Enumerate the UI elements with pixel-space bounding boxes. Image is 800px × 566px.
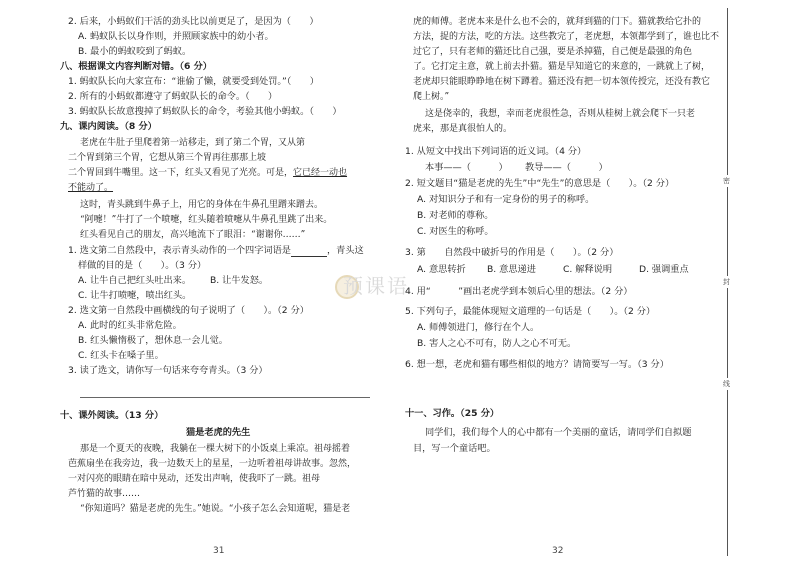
reading-q2-option-a: A. 此时的红头非常危险。 xyxy=(78,320,182,331)
passage-line-6: “阿嚏！”牛打了一个喷嚏，红头随着喷嚏从牛鼻孔里跳了出来。 xyxy=(80,215,333,225)
reading-q1-option-c: C. 让牛打喷嚏，喷出红头。 xyxy=(78,290,192,301)
story-line-3: 一对闪亮的眼睛在暗中晃动，还发出声响，使我吓了一跳。祖母 xyxy=(68,474,321,484)
reading-q2-option-c: C. 红头卡在嗓子里。 xyxy=(78,350,164,361)
judge-item-3: 3. 蚂蚁队长故意搜掉了蚂蚁队长的命令，考验其他小蚂蚁。（ ） xyxy=(68,106,342,117)
story-cont-7: 这是侥幸的，我想，幸而老虎很性急，否则从桂树上就会爬下一只老 xyxy=(425,109,696,119)
underlined-sentence: 它已经一动也 xyxy=(293,168,348,178)
extra-q1-b: 教导——（ ） xyxy=(525,162,608,173)
story-line-5: “你知道吗？猫是老虎的先生。”她说。“小孩子怎么会知道呢，猫是老 xyxy=(80,504,351,514)
extra-q3-option-a: A. 意思转折 xyxy=(417,264,466,275)
judge-item-2: 2. 所有的小蚂蚁都遵守了蚂蚁队长的命令。（ ） xyxy=(68,91,278,102)
passage-line-4: 不能动了。 xyxy=(68,183,114,193)
fold-label-mi: 密 xyxy=(723,177,730,185)
reading-q1-cont: 样做的目的是（ ）。（3 分） xyxy=(78,260,207,271)
section-9-heading: 九、课内阅读。（8 分） xyxy=(60,121,157,132)
extra-q4: 4. 用“ ”画出老虎学到本领后心里的想法。（2 分） xyxy=(405,286,633,297)
passage-line-5: 这时，青头跳到牛鼻子上，用它的身体在牛鼻孔里蹭来蹭去。 xyxy=(80,200,324,210)
section-10-heading: 十、课外阅读。（13 分） xyxy=(60,410,164,421)
right-page xyxy=(405,0,720,566)
writing-prompt-1: 同学们，我们每个人的心中都有一个美丽的童话，请同学们自拟题 xyxy=(425,427,692,438)
story-cont-5: 老虎却只能眼睁睁地在树下蹲着。猫还没有把一切本领传授完，还没有教它 xyxy=(413,77,711,87)
judge-item-1: 1. 蚂蚁队长向大家宣布：“谁偷了懒，就要受到处罚。”（ ） xyxy=(68,76,319,87)
answer-blank[interactable] xyxy=(291,247,327,257)
extra-q2-option-a: A. 对知识分子和有一定身份的男子的称呼。 xyxy=(417,194,595,205)
extra-q1: 1. 从短文中找出下列词语的近义词。（4 分） xyxy=(405,146,587,157)
fold-label-xian: 线 xyxy=(723,380,730,388)
fold-label-feng: 封 xyxy=(723,278,730,286)
extra-q5-option-a: A. 师傅领进门，修行在个人。 xyxy=(417,322,540,333)
q2: 2. 后来，小蚂蚁们干活的劲头比以前更足了，是因为（ ） xyxy=(68,16,319,27)
story-cont-4: 了。它打定主意，就上前去扑猫。猫是早知道它的来意的，一跳就上了树， xyxy=(413,62,711,72)
reading-q2: 2. 选文第一自然段中画横线的句子说明了（ ）。（2 分） xyxy=(68,305,309,316)
extra-q3-option-c: C. 解释说明 xyxy=(563,264,613,275)
extra-q6: 6. 想一想，老虎和猫有哪些相似的地方？请简要写一写。（3 分） xyxy=(405,359,669,370)
story-cont-1: 虎的师傅。老虎本来是什么也不会的，就拜到猫的门下。猫就教给它扑的 xyxy=(413,17,702,27)
story-line-4: 芦竹猫的故事…… xyxy=(68,489,141,499)
extra-q1-a: 本事——（ ） xyxy=(425,162,508,173)
extra-q3-option-d: D. 强调重点 xyxy=(639,264,689,275)
extra-q2: 2. 短文题目“猫是老虎的先生”中“先生”的意思是（ ）。（2 分） xyxy=(405,178,675,189)
passage-line-7: 红头看见自己的朋友，高兴地流下了眼泪：“谢谢你……” xyxy=(80,230,306,240)
passage-line-2: 二个胃到第三个胃，它想从第三个胃再往那那上坡 xyxy=(68,153,267,163)
reading-q1: 1. 选文第二自然段中，表示青头动作的一个四字词语是 ，青头这 xyxy=(68,245,364,256)
extra-q5-option-b: B. 害人之心不可有，防人之心不可无。 xyxy=(417,338,577,349)
answer-line[interactable] xyxy=(80,397,370,398)
reading-q2-option-b: B. 红头懒惰极了，想休息一会儿觉。 xyxy=(78,335,228,346)
section-11-heading: 十一、习作。（25 分） xyxy=(405,408,500,419)
writing-prompt-2: 目，写一个童话吧。 xyxy=(413,443,496,454)
story-title: 猫是老虎的先生 xyxy=(186,427,251,438)
page-number-31: 31 xyxy=(213,546,225,556)
story-cont-3: 过它了，只有老师的猫还比自己强，要是杀掉猫，自己便是最强的角色 xyxy=(413,47,693,57)
story-line-2: 芭蕉扇坐在我旁边，我一边数天上的星星，一边听着祖母讲故事。忽然， xyxy=(68,459,357,469)
story-cont-2: 方法，捉的方法，吃的方法。这些教完了，老虎想，本领都学到了，谁也比不 xyxy=(413,32,720,42)
extra-q3-option-b: B. 意思递进 xyxy=(487,264,536,275)
reading-q1-option-a: A. 让牛自己把红头吐出来。 xyxy=(78,275,192,286)
q2-option-a: A. 蚂蚁队长以身作则，并照顾家族中的幼小者。 xyxy=(78,31,274,42)
watermark-text: 预课语 xyxy=(343,274,409,298)
extra-q2-option-b: B. 对老师的尊称。 xyxy=(417,210,494,221)
section-8-heading: 八、根据课文内容判断对错。（6 分） xyxy=(60,61,212,72)
extra-q5: 5. 下列句子，最能体现短文道理的一句话是（ ）。（2 分） xyxy=(405,306,656,317)
page-number-32: 32 xyxy=(552,546,564,556)
passage-line-1: 老虎在牛肚子里爬着第一站移走，到了第二个胃，又从第 xyxy=(80,138,306,148)
story-cont-8: 虎来，那是真很怕人的。 xyxy=(413,124,513,134)
story-cont-6: 爬上树。” xyxy=(413,92,450,102)
extra-q3: 3. 第 自然段中破折号的作用是（ ）。（2 分） xyxy=(405,247,619,258)
reading-q3: 3. 读了选文，请你写一句话来夸夸青头。（3 分） xyxy=(68,365,268,376)
reading-q1-option-b: B. 让牛发怒。 xyxy=(210,275,269,286)
extra-q2-option-c: C. 对医生的称呼。 xyxy=(417,226,494,237)
passage-line-3: 二个胃回到牛嘴里。这一下，红头又看见了光亮。可是，它已经一动也 xyxy=(68,168,348,178)
story-line-1: 那是一个夏天的夜晚，我躺在一棵大树下的小饭桌上乘凉。祖母摇着 xyxy=(80,444,351,454)
q2-option-b: B. 最小的蚂蚁咬到了蚂蚁。 xyxy=(78,46,192,57)
